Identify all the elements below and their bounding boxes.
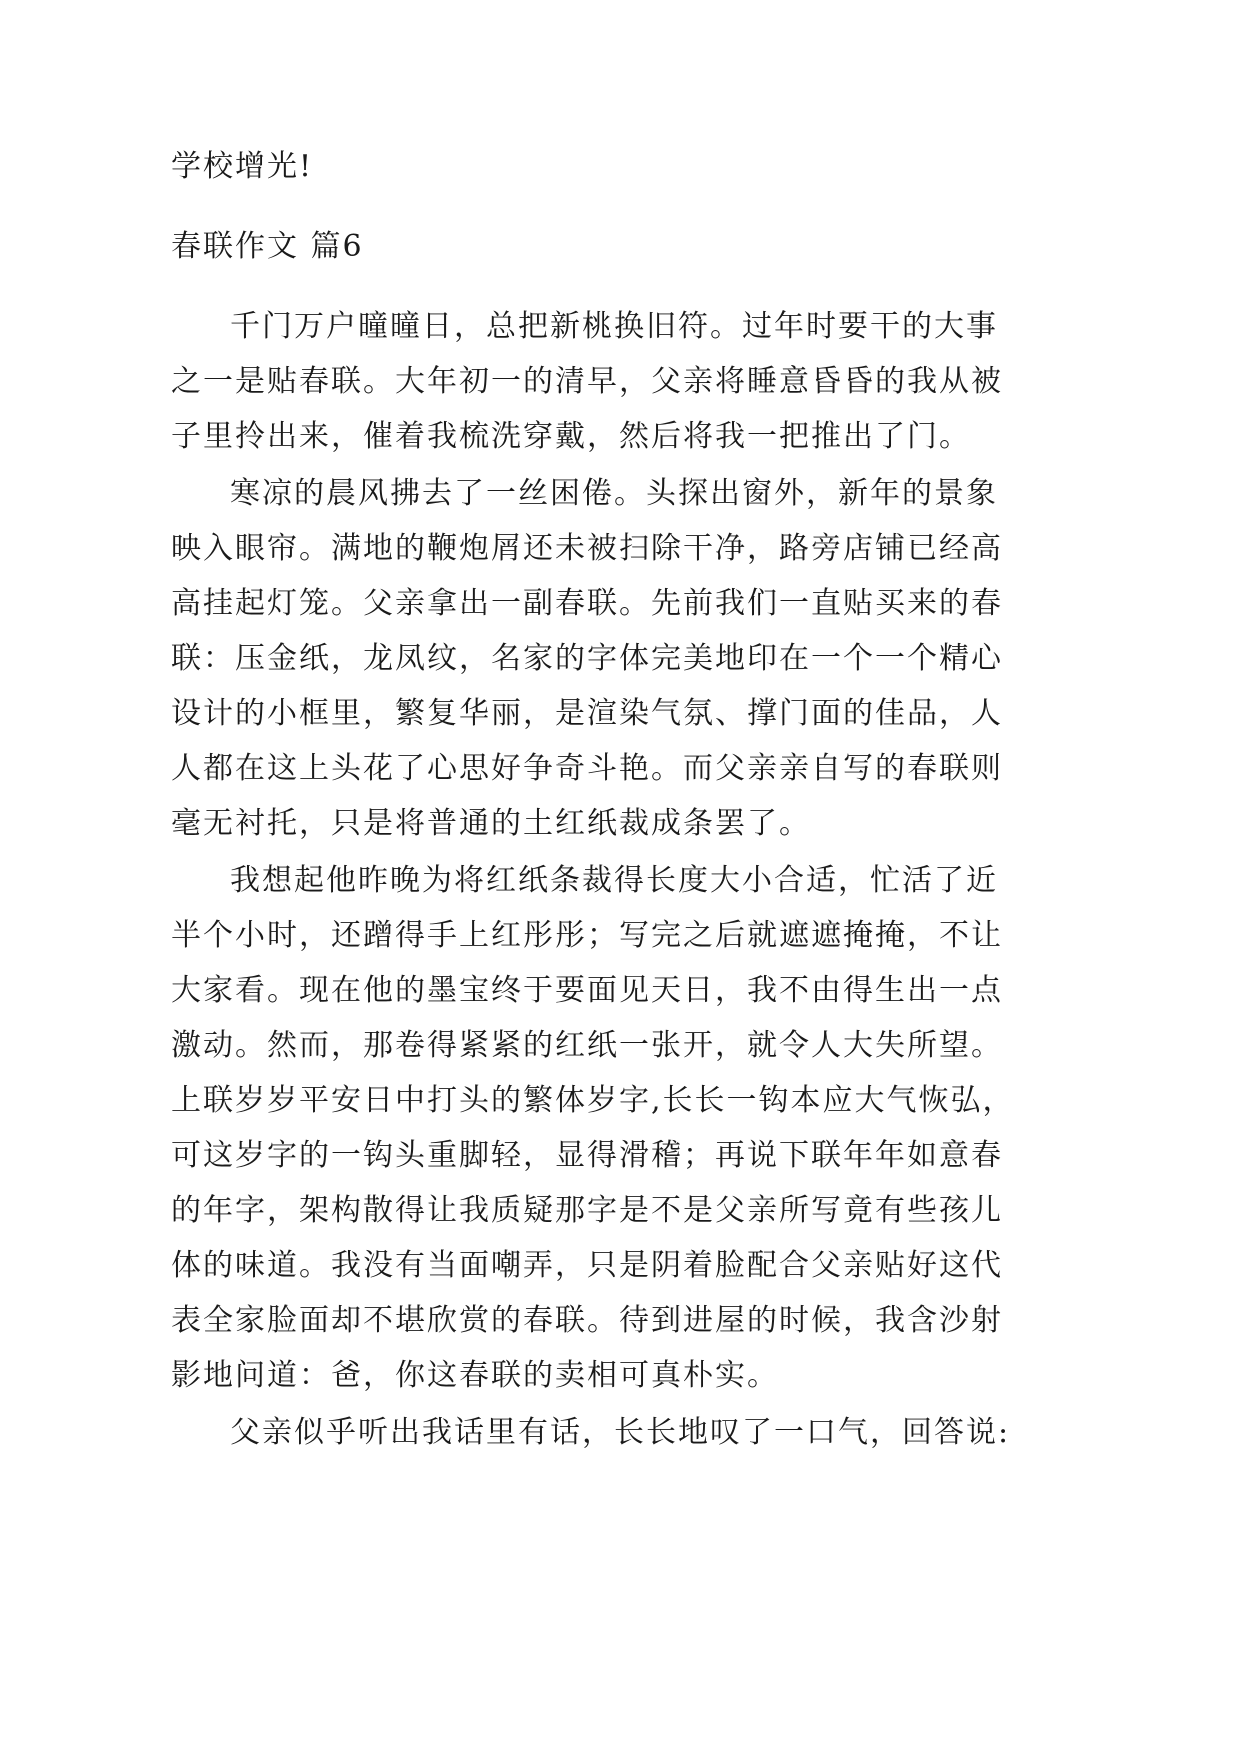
paragraph-3-line-8: 体的味道。我没有当面嘲弄，只是阴着脸配合父亲贴好这代 (171, 1248, 1003, 1283)
paragraph-2-line-3: 高挂起灯笼。父亲拿出一副春联。先前我们一直贴买来的春 (171, 586, 1003, 621)
paragraph-1-line-3: 子里拎出来，催着我梳洗穿戴，然后将我一把推出了门。 (171, 419, 971, 454)
previous-section-tail: 学校增光! (171, 149, 314, 184)
paragraph-2-line-2: 映入眼帘。满地的鞭炮屑还未被扫除干净，路旁店铺已经高 (171, 531, 1003, 566)
paragraph-2-line-5: 设计的小框里，繁复华丽，是渲染气氛、撑门面的佳品，人 (171, 696, 1003, 731)
paragraph-2-line-7: 毫无衬托，只是将普通的土红纸裁成条罢了。 (171, 806, 811, 841)
paragraph-3-line-5: 上联岁岁平安日中打头的繁体岁字,长长一钩本应大气恢弘， (171, 1083, 1015, 1118)
paragraph-2-line-4: 联：压金纸，龙凤纹，名家的字体完美地印在一个一个精心 (171, 641, 1003, 676)
paragraph-1-line-2: 之一是贴春联。大年初一的清早，父亲将睡意昏昏的我从被 (171, 364, 1003, 399)
paragraph-2-line-1: 寒凉的晨风拂去了一丝困倦。头探出窗外，新年的景象 (230, 476, 998, 511)
paragraph-3-line-2: 半个小时，还蹭得手上红彤彤；写完之后就遮遮掩掩，不让 (171, 918, 1003, 953)
paragraph-4-line-1: 父亲似乎听出我话里有话，长长地叹了一口气，回答说: (230, 1415, 1011, 1450)
paragraph-3-line-7: 的年字，架构散得让我质疑那字是不是父亲所写竟有些孩儿 (171, 1193, 1003, 1228)
paragraph-3-line-3: 大家看。现在他的墨宝终于要面见天日，我不由得生出一点 (171, 973, 1003, 1008)
paragraph-3-line-1: 我想起他昨晚为将红纸条裁得长度大小合适，忙活了近 (230, 863, 998, 898)
paragraph-3-line-4: 激动。然而，那卷得紧紧的红纸一张开，就令人大失所望。 (171, 1028, 1003, 1063)
paragraph-2-line-6: 人都在这上头花了心思好争奇斗艳。而父亲亲自写的春联则 (171, 751, 1003, 786)
paragraph-3-line-10: 影地问道：爸，你这春联的卖相可真朴实。 (171, 1358, 779, 1393)
paragraph-1-line-1: 千门万户曈曈日，总把新桃换旧符。过年时要干的大事 (230, 309, 998, 344)
paragraph-3-line-6: 可这岁字的一钩头重脚轻，显得滑稽；再说下联年年如意春 (171, 1138, 1003, 1173)
paragraph-3-line-9: 表全家脸面却不堪欣赏的春联。待到进屋的时候，我含沙射 (171, 1303, 1003, 1338)
section-heading: 春联作文 篇6 (171, 229, 364, 264)
